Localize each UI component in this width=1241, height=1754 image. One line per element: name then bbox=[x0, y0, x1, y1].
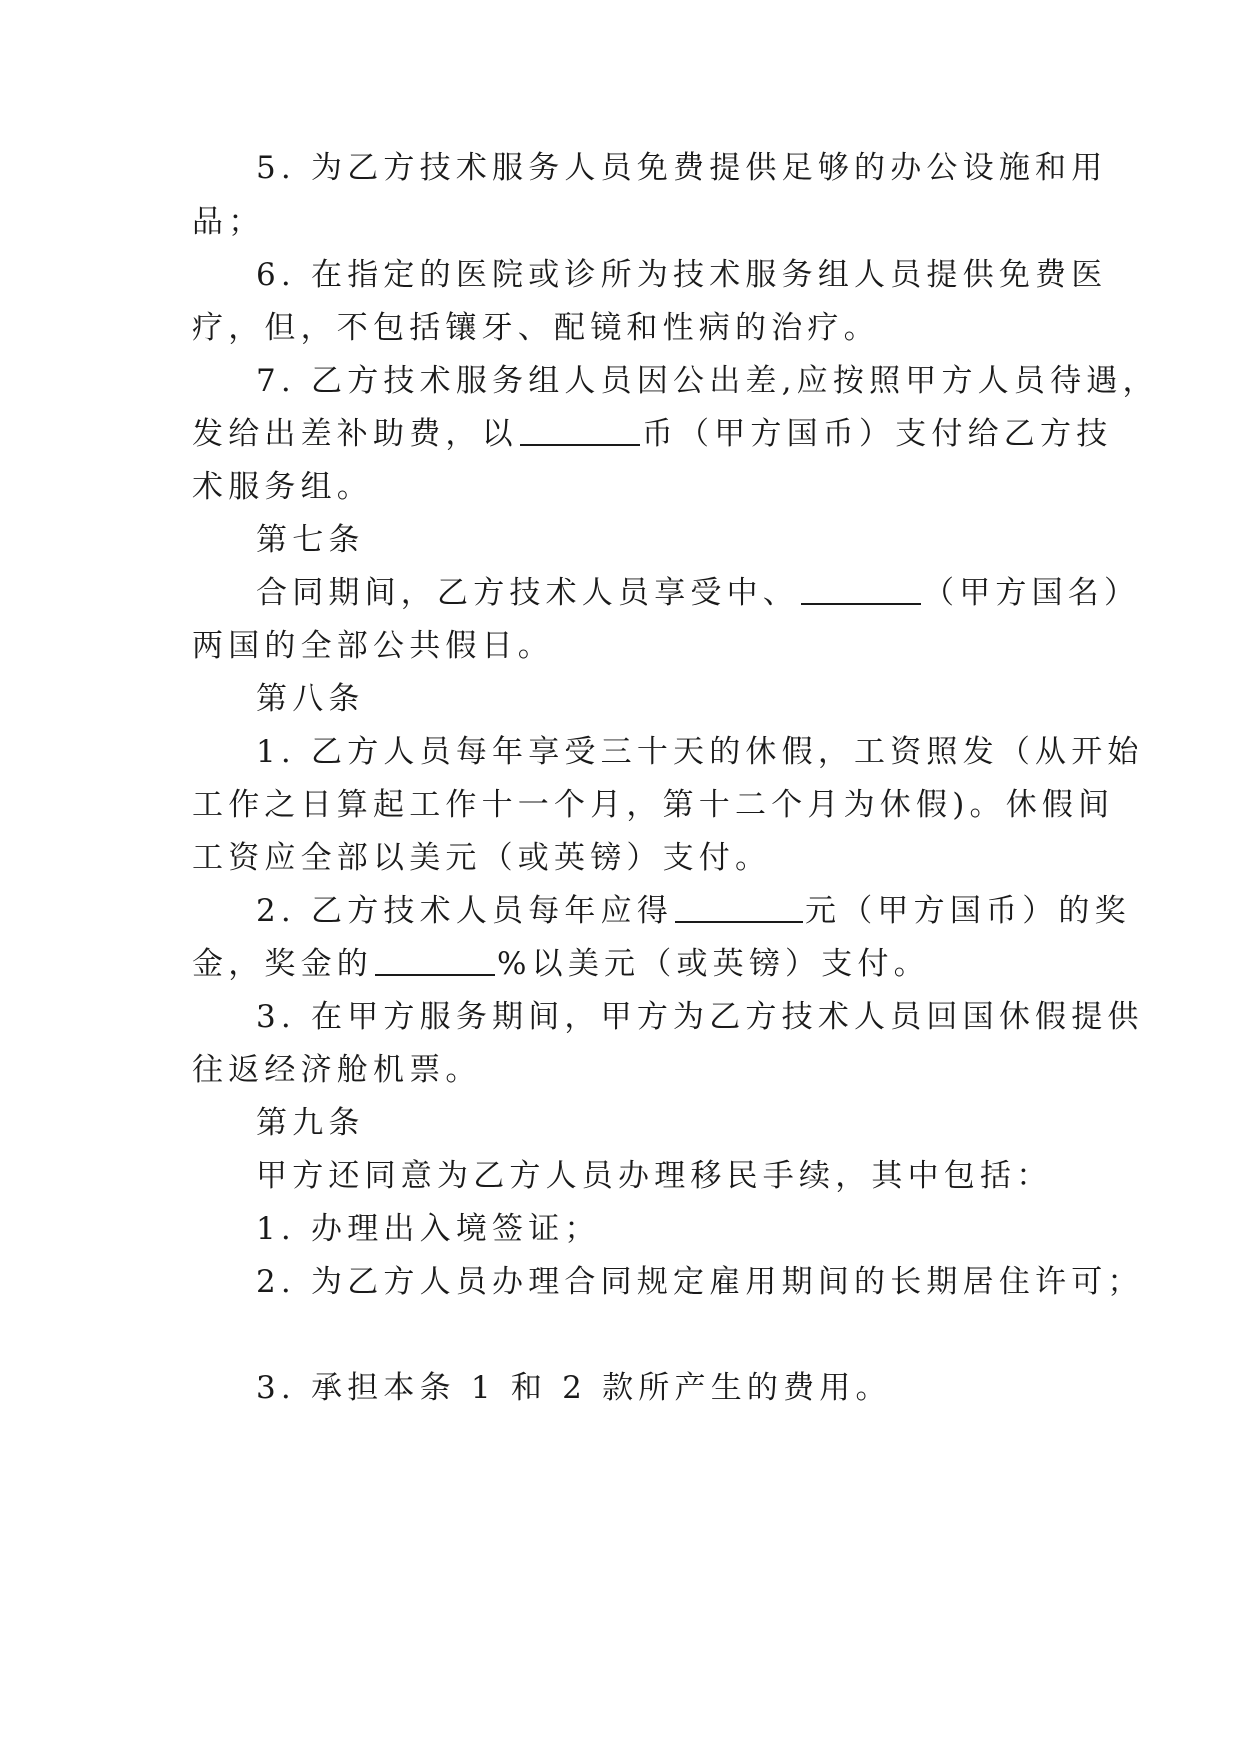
article-9-item-2 bbox=[256, 1260, 1144, 1304]
text: 5. 为乙方技术服务人员免费提供足够的办公设施和用 bbox=[256, 150, 1108, 186]
text: 合同期间，乙方技术人员享受中、 bbox=[256, 575, 799, 611]
article-8-item-3-cont bbox=[192, 1048, 1052, 1092]
text: 1. 办理出入境签证； bbox=[256, 1211, 601, 1247]
clause-item-6-cont bbox=[192, 306, 1052, 350]
text: 品； bbox=[192, 204, 265, 240]
text: 第八条 bbox=[256, 681, 365, 717]
article-7-heading bbox=[256, 518, 1056, 562]
text: 第七条 bbox=[256, 522, 365, 558]
text: 3. 承担本条 1 和 2 款所产生的费用。 bbox=[256, 1370, 892, 1406]
text: 往返经济舱机票。 bbox=[192, 1052, 482, 1088]
text: %以美元（或英镑）支付。 bbox=[497, 946, 930, 982]
clause-item-5 bbox=[256, 146, 1108, 190]
fill-in-blank bbox=[375, 944, 495, 976]
text: 术服务组。 bbox=[192, 469, 373, 505]
fill-in-blank bbox=[801, 573, 921, 605]
text: 两国的全部公共假日。 bbox=[192, 628, 554, 664]
article-8-item-2-cont bbox=[192, 942, 1052, 986]
article-8-item-1 bbox=[256, 730, 1144, 774]
article-9-item-3 bbox=[256, 1366, 1056, 1410]
text: 元（甲方国币）的奖 bbox=[805, 893, 1131, 929]
fill-in-blank bbox=[675, 891, 803, 923]
article-8-heading bbox=[256, 677, 1056, 721]
article-9-heading bbox=[256, 1101, 1056, 1145]
article-8-item-3 bbox=[256, 995, 1144, 1039]
article-8-item-1-cont2 bbox=[192, 836, 1052, 880]
clause-item-6 bbox=[256, 253, 1108, 297]
text: 2. 乙方技术人员每年应得 bbox=[256, 893, 674, 929]
clause-item-7 bbox=[256, 359, 1159, 403]
text: 疗，但，不包括镶牙、配镜和性病的治疗。 bbox=[192, 310, 880, 346]
text: 3. 在甲方服务期间，甲方为乙方技术人员回国休假提供 bbox=[256, 999, 1144, 1035]
text: 发给出差补助费，以 bbox=[192, 416, 518, 452]
article-9-body bbox=[256, 1154, 1056, 1198]
text: 工作之日算起工作十一个月，第十二个月为休假)。休假间 bbox=[192, 787, 1115, 823]
text: 6. 在指定的医院或诊所为技术服务组人员提供免费医 bbox=[256, 257, 1108, 293]
fill-in-blank bbox=[520, 414, 640, 446]
article-8-item-1-cont bbox=[192, 783, 1115, 827]
text: 2. 为乙方人员办理合同规定雇用期间的长期居住许可； bbox=[256, 1264, 1144, 1300]
text: 甲方还同意为乙方人员办理移民手续，其中包括： bbox=[256, 1158, 1053, 1194]
article-8-item-2 bbox=[256, 889, 1131, 933]
text: 第九条 bbox=[256, 1105, 365, 1141]
article-7-body bbox=[256, 571, 1141, 615]
clause-item-7-cont2 bbox=[192, 465, 1052, 509]
text: 工资应全部以美元（或英镑）支付。 bbox=[192, 840, 772, 876]
article-9-item-1 bbox=[256, 1207, 1056, 1251]
text: 7. 乙方技术服务组人员因公出差,应按照甲方人员待遇， bbox=[256, 363, 1159, 399]
clause-item-5-cont bbox=[192, 200, 1052, 244]
text: （甲方国名） bbox=[923, 575, 1141, 611]
text: 币（甲方国币）支付给乙方技 bbox=[641, 416, 1113, 452]
article-7-body-cont bbox=[192, 624, 1052, 668]
text: 1. 乙方人员每年享受三十天的休假，工资照发（从开始 bbox=[256, 734, 1144, 770]
clause-item-7-cont bbox=[192, 412, 1113, 456]
text: 金，奖金的 bbox=[192, 946, 373, 982]
